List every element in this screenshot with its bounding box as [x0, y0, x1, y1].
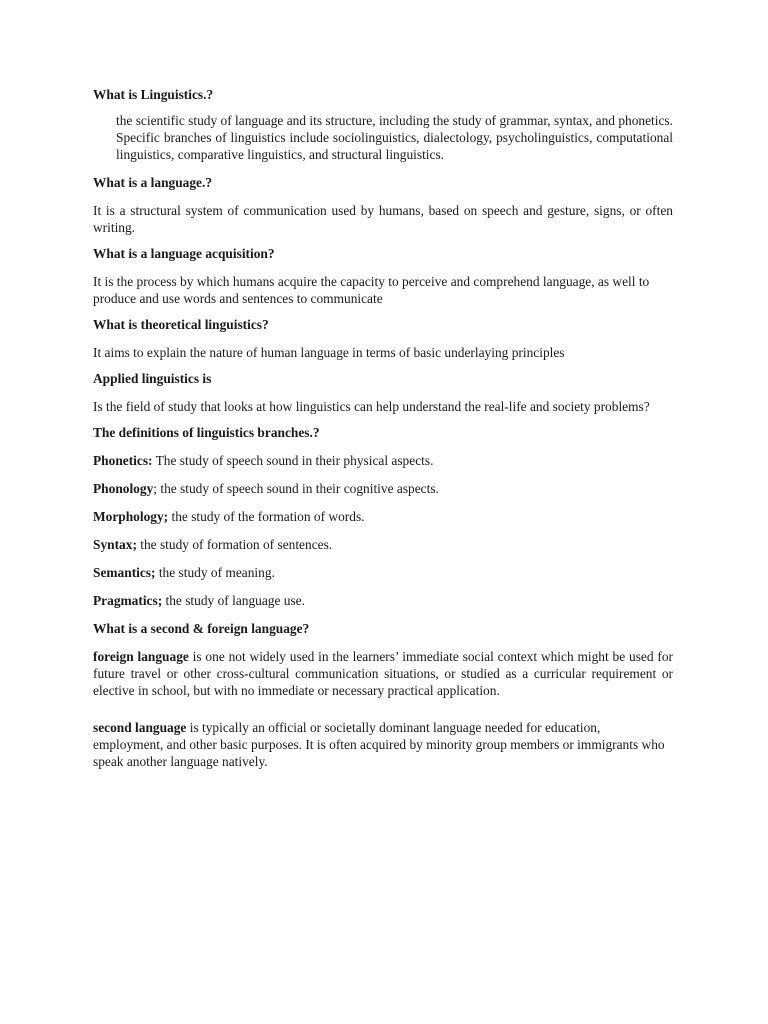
branch-term: Syntax; [93, 537, 137, 552]
branch-definition: the study of meaning. [155, 565, 275, 580]
second-language-paragraph [93, 719, 673, 770]
branch-definition: the study of formation of sentences. [136, 537, 333, 552]
branch-syntax [93, 536, 673, 553]
branch-pragmatics [93, 592, 673, 609]
question-linguistics: What is Linguistics.? [93, 87, 214, 102]
branch-phonetics [93, 452, 673, 469]
second-language-text: is typically an official or societally dominant language needed for education, employment, and other basic purposes. It is often acquired by minority group members or immigrants who speak another language natively. [93, 720, 665, 769]
branch-term: Phonetics: [93, 453, 153, 468]
branch-term: Phonology [93, 481, 154, 496]
foreign-language-term: foreign language [93, 649, 189, 664]
answer-theoretical: It aims to explain the nature of human language in terms of basic underlaying principles [93, 345, 565, 360]
answer-applied: Is the field of study that looks at how linguistics can help understand the real-life and society problems? [93, 399, 650, 414]
answer-acquisition: It is the process by which humans acquire the capacity to perceive and comprehend language, as well to produce and use words and sentences to communicate [93, 274, 650, 306]
question-language: What is a language.? [93, 175, 213, 190]
branch-morphology [93, 508, 673, 525]
branch-term: Morphology; [93, 509, 169, 524]
branch-definition: ; the study of speech sound in their cognitive aspects. [153, 481, 439, 496]
branch-semantics [93, 564, 673, 581]
branch-phonology [93, 480, 673, 497]
answer-linguistics: the scientific study of language and its structure, including the study of grammar, syntax, and phonetics. Specific branches of linguistics include sociolinguistics, dialectology, psycholinguistics, computational linguistics, comparative linguistics, and structural linguistics. [116, 113, 673, 162]
question-branches: The definitions of linguistics branches.? [93, 425, 320, 440]
document-page [93, 86, 673, 770]
branch-term: Pragmatics; [93, 593, 163, 608]
branch-definition: the study of language use. [162, 593, 305, 608]
question-second-foreign: What is a second & foreign language? [93, 621, 310, 636]
branch-definition: the study of the formation of words. [168, 509, 365, 524]
question-theoretical: What is theoretical linguistics? [93, 317, 269, 332]
branch-term: Semantics; [93, 565, 156, 580]
foreign-language-text: is one not widely used in the learners’ immediate social context which might be used for future travel or other cross-cultural communication situations, or studied as a curricular requirement or elective in school, but with no immediate or necessary practical application. [93, 649, 673, 698]
question-applied: Applied linguistics is [93, 371, 212, 386]
foreign-language-paragraph [93, 648, 673, 699]
answer-language: It is a structural system of communication used by humans, based on speech and gesture, signs, or often writing. [93, 203, 673, 235]
second-language-term: second language [93, 720, 187, 735]
question-acquisition: What is a language acquisition? [93, 246, 275, 261]
branch-definition: The study of speech sound in their physical aspects. [152, 453, 434, 468]
